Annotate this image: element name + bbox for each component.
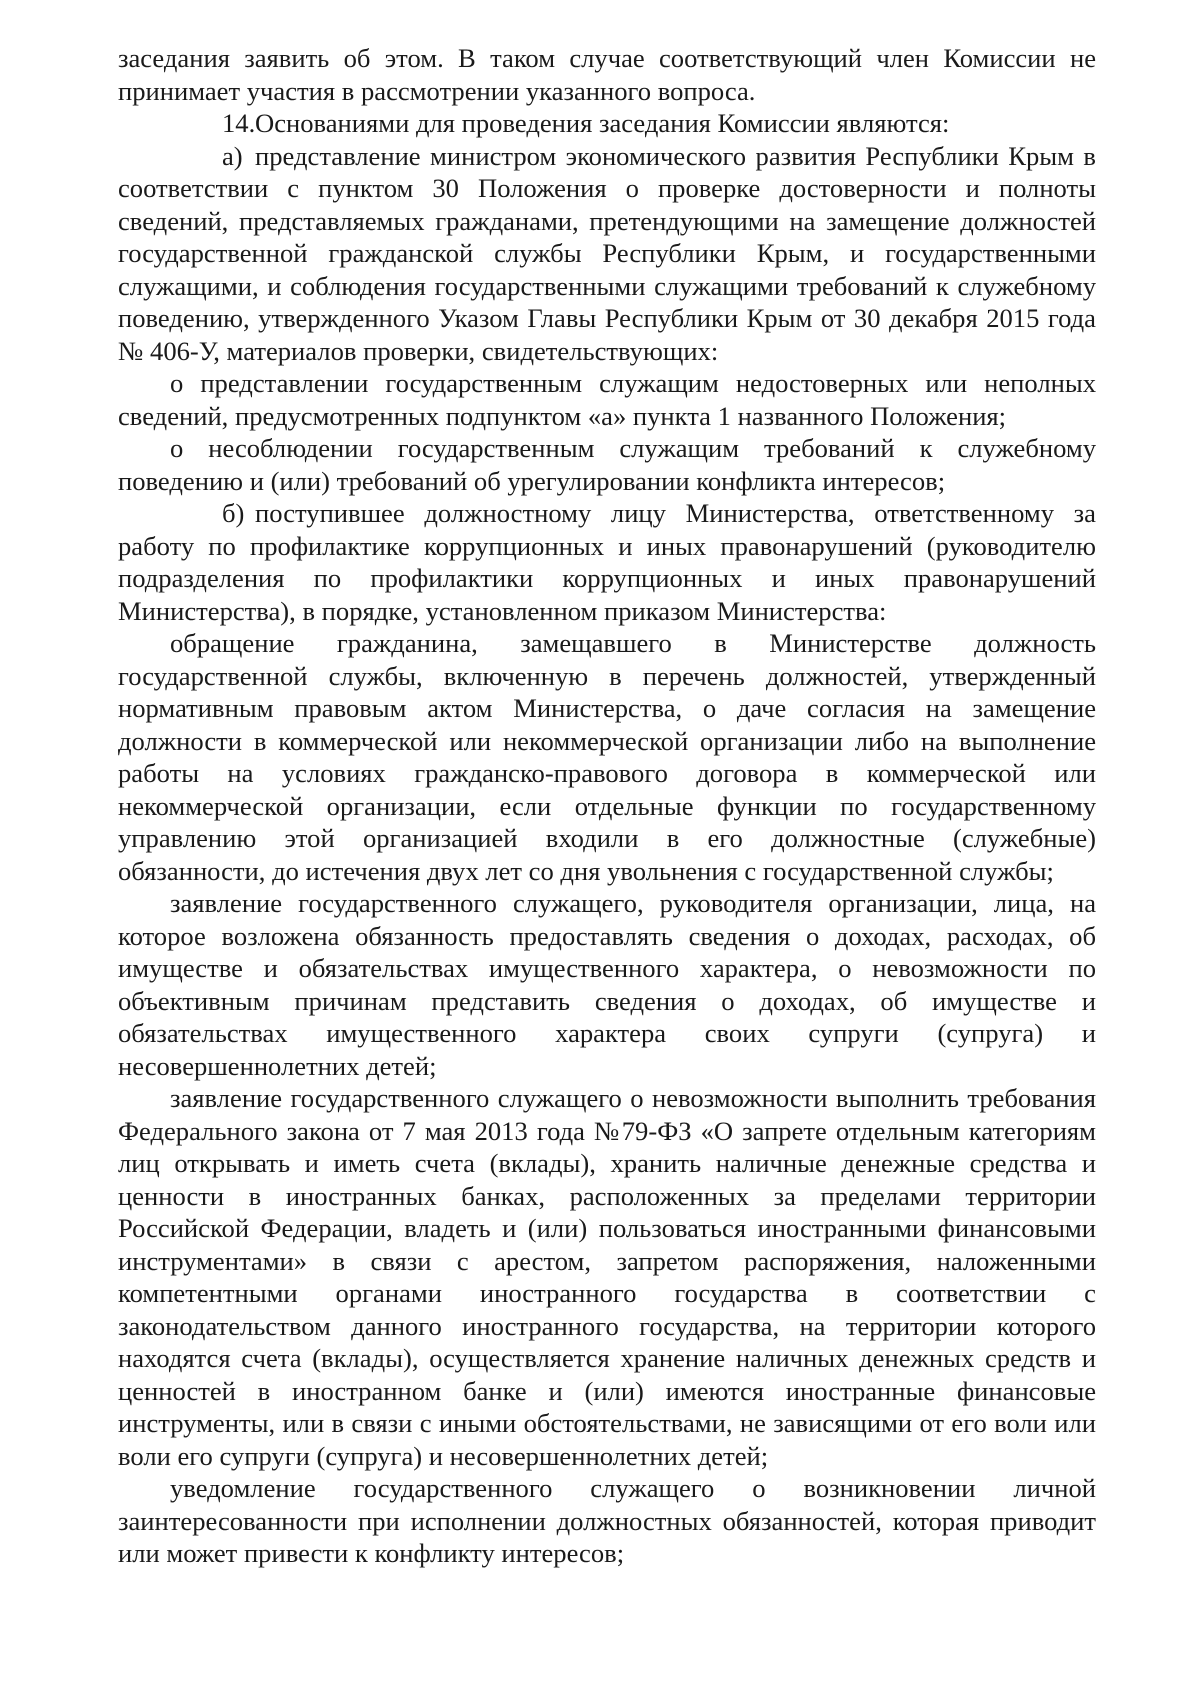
- clause-14-text: Основаниями для проведения заседания Комиссии являются:: [255, 108, 950, 138]
- subclause-b-label: б): [222, 498, 245, 528]
- document-page: [118, 42, 1096, 1570]
- subclause-b: [118, 497, 1096, 627]
- subclause-a-item-1: о представлении государственным служащим недостоверных или неполных сведений, предусмотренных подпунктом «а» пункта 1 названного Положения;: [118, 368, 1096, 431]
- subclause-a: [118, 140, 1096, 368]
- clause-14-number: 14.: [222, 108, 256, 138]
- subclause-a-label: а): [222, 140, 243, 171]
- subclause-b-item-1: обращение гражданина, замещавшего в Министерстве должность государственной службы, включенную в перечень должностей, утвержденный нормативным правовым актом Министерства, о даче согласия на замещение должности в коммерческой или некоммерческой организации либо на выполнение работы на условиях гражданско-правового договора в коммерческой или некоммерческой организации, если отдельные функции по государственному управлению этой организацией входили в его должностные (служебные) обязанности, до истечения двух лет со дня увольнения с государственной службы;: [118, 628, 1096, 886]
- paragraph-continuation: заседания заявить об этом. В таком случае соответствующий член Комиссии не принимает участия в рассмотрении указанного вопроса.: [118, 43, 1096, 106]
- subclause-b-item-4: уведомление государственного служащего о возникновении личной заинтересованности при исполнении должностных обязанностей, которая приводит или может привести к конфликту интересов;: [118, 1473, 1096, 1568]
- subclause-b-text: поступившее должностному лицу Министерства, ответственному за работу по профилактике коррупционных и иных правонарушений (руководителю подразделения по профилактики коррупционных и иных правонарушений Министерства), в порядке, установленном приказом Министерства:: [118, 498, 1096, 626]
- subclause-a-text: представление министром экономического развития Республики Крым в соответствии с пунктом 30 Положения о проверке достоверности и полноты сведений, представляемых гражданами, претендующими на замещение должностей государственной гражданской службы Республики Крым, и государственными служащими, и соблюдения государственными служащими требований к служебному поведению, утвержденного Указом Главы Республики Крым от 30 декабря 2015 года № 406-У, материалов проверки, свидетельствующих:: [118, 140, 1096, 366]
- clause-14: [118, 107, 1096, 140]
- subclause-b-item-2: заявление государственного служащего, руководителя организации, лица, на которое возложена обязанность предоставлять сведения о доходах, расходах, об имуществе и обязательствах имущественного характера, о невозможности по объективным причинам представить сведения о доходах, об имуществе и обязательствах имущественного характера своих супруги (супруга) и несовершеннолетних детей;: [118, 888, 1096, 1081]
- subclause-b-item-3: заявление государственного служащего о невозможности выполнить требования Федерального закона от 7 мая 2013 года №79-ФЗ «О запрете отдельным категориям лиц открывать и иметь счета (вклады), хранить наличные денежные средства и ценности в иностранных банках, расположенных за пределами территории Российской Федерации, владеть и (или) пользоваться иностранными финансовыми инструментами» в связи с арестом, запретом распоряжения, наложенными компетентными органами иностранного государства в соответствии с законодательством данного иностранного государства, на территории которого находятся счета (вклады), осуществляется хранение наличных денежных средств и ценностей в иностранном банке и (или) имеются иностранные финансовые инструменты, или в связи с иными обстоятельствами, не зависящими от его воли или воли его супруги (супруга) и несовершеннолетних детей;: [118, 1083, 1096, 1471]
- subclause-a-item-2: о несоблюдении государственным служащим требований к служебному поведению и (или) требований об урегулировании конфликта интересов;: [118, 433, 1096, 496]
